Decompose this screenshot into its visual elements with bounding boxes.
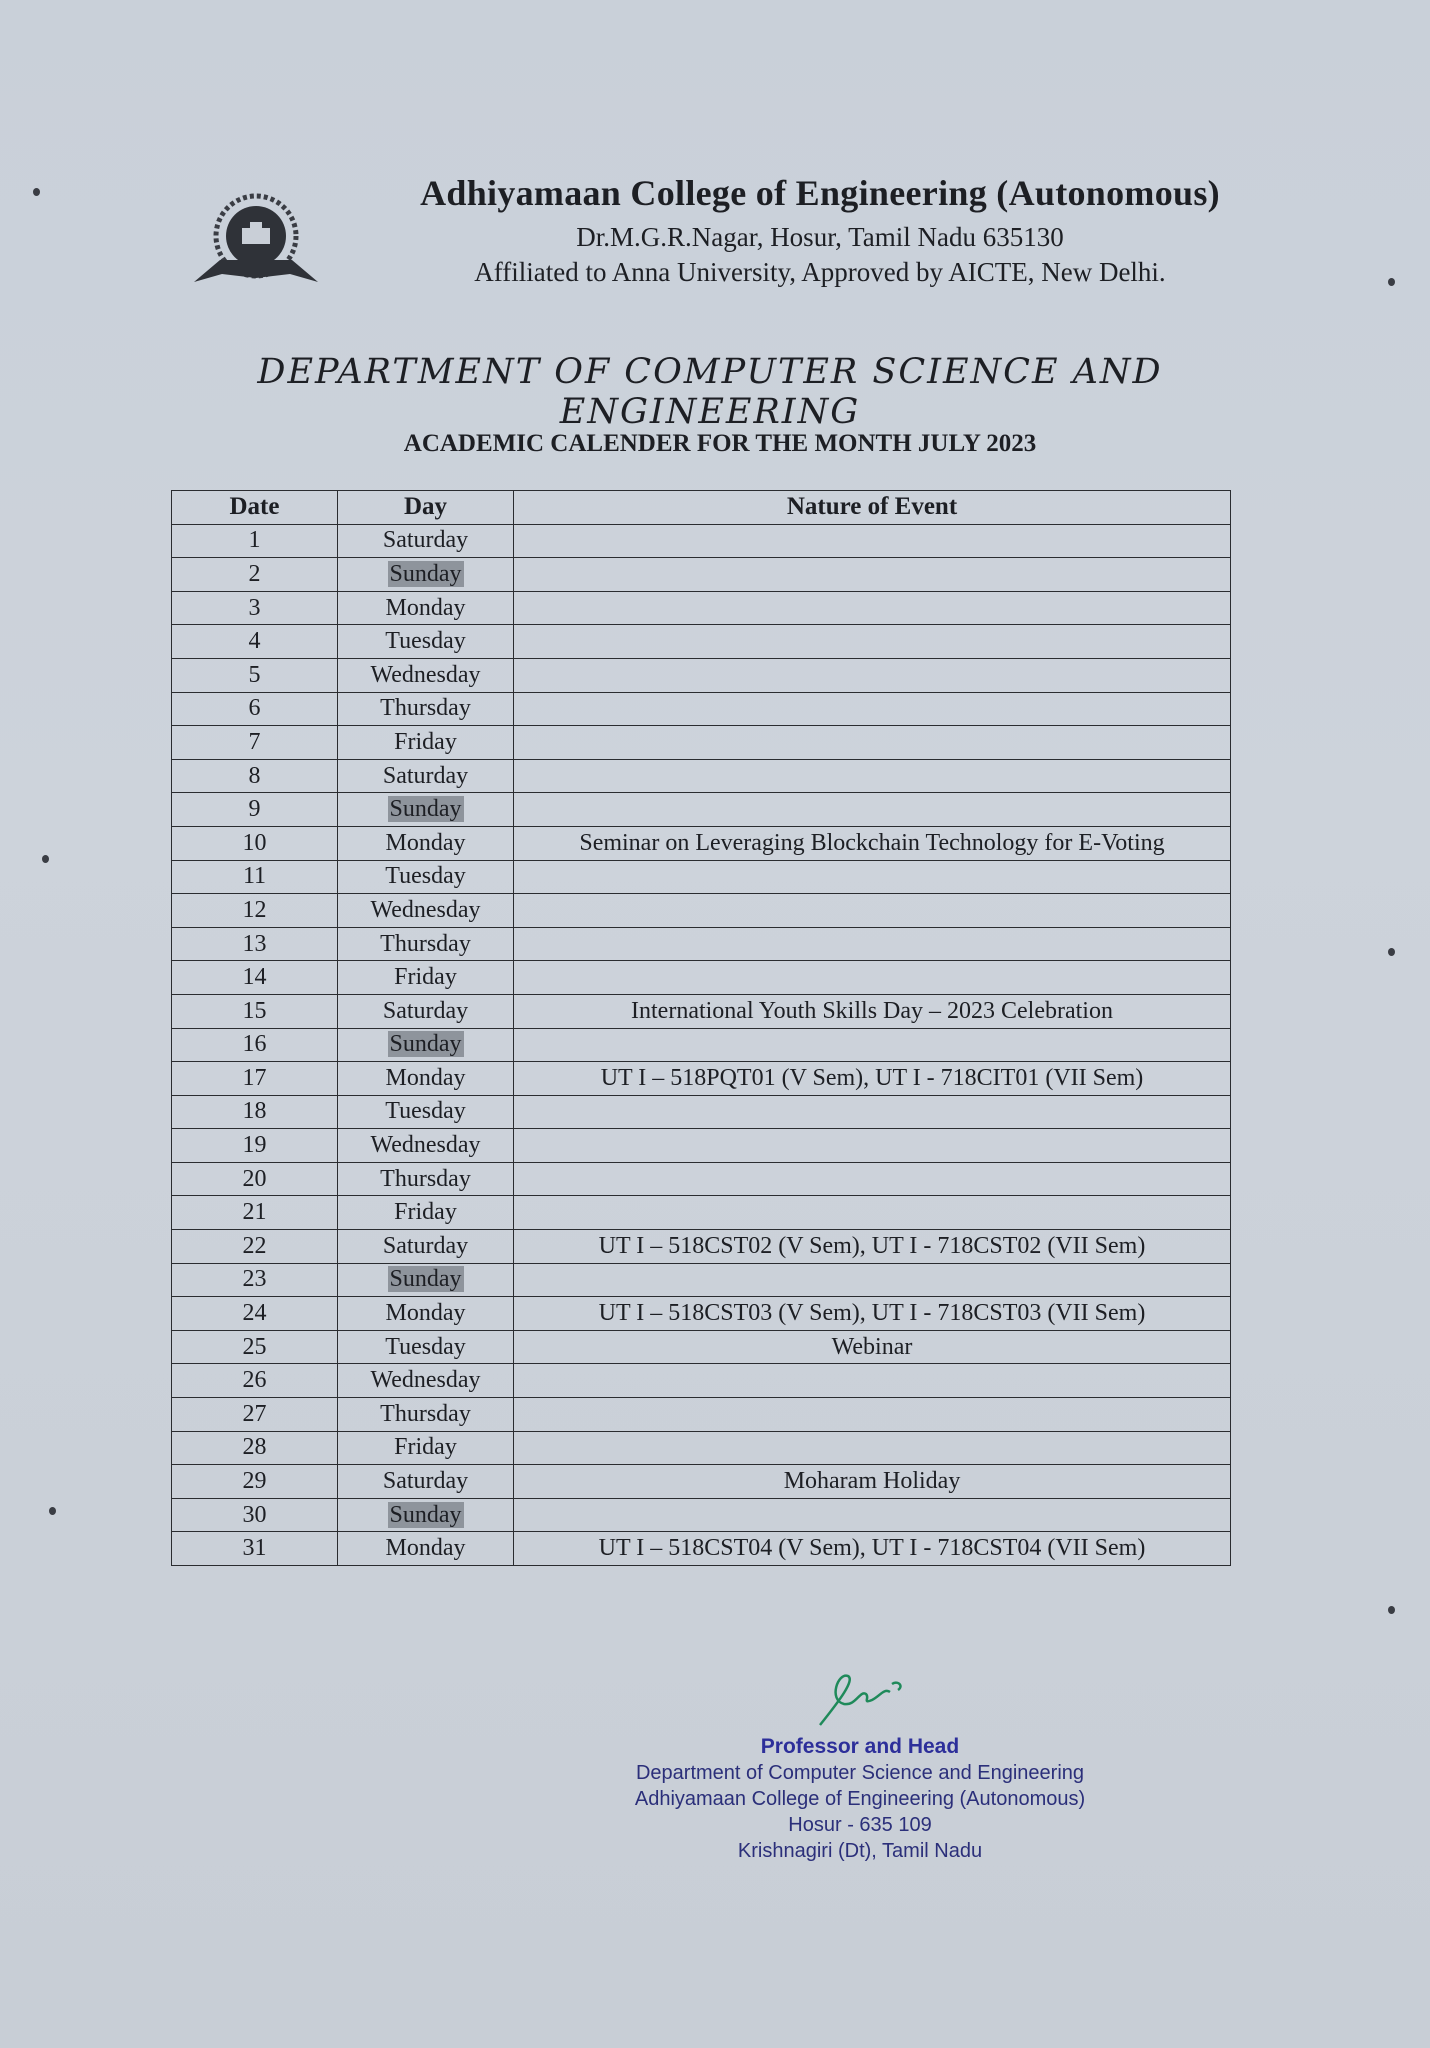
cell-date: 11	[172, 860, 338, 894]
college-affiliation: Affiliated to Anna University, Approved by AICTE, New Delhi.	[474, 257, 1166, 287]
cell-event	[514, 1398, 1231, 1432]
table-row	[172, 1263, 1231, 1297]
table-row	[172, 994, 1231, 1028]
cell-date: 19	[172, 1129, 338, 1163]
cell-event: UT I – 518CST02 (V Sem), UT I - 718CST02 (VII Sem)	[514, 1230, 1231, 1264]
department-title: DEPARTMENT OF COMPUTER SCIENCE AND ENGINEERING	[257, 352, 1163, 432]
cell-event	[514, 1196, 1231, 1230]
cell-date: 22	[172, 1230, 338, 1264]
cell-event: International Youth Skills Day – 2023 Celebration	[514, 994, 1231, 1028]
table-row	[172, 1364, 1231, 1398]
day-label: Sunday	[389, 1266, 462, 1293]
college-address: Dr.M.G.R.Nagar, Hosur, Tamil Nadu 635130	[576, 222, 1064, 252]
cell-day	[338, 759, 514, 793]
cell-event	[514, 961, 1231, 995]
day-label: Thursday	[380, 1165, 471, 1192]
table-row	[172, 591, 1231, 625]
table-row	[172, 625, 1231, 659]
punch-hole-dot	[33, 188, 40, 196]
cell-event	[514, 558, 1231, 592]
day-label: Friday	[394, 1434, 457, 1461]
signature-title: Professor and Head	[760, 1735, 960, 1758]
cell-date: 21	[172, 1196, 338, 1230]
table-row	[172, 1498, 1231, 1532]
day-label: Tuesday	[385, 863, 466, 890]
day-label: Tuesday	[385, 628, 466, 655]
table-row	[172, 524, 1231, 558]
cell-date: 28	[172, 1431, 338, 1465]
cell-event	[514, 1162, 1231, 1196]
day-label: Wednesday	[370, 1367, 481, 1394]
cell-date: 12	[172, 894, 338, 928]
cell-date: 20	[172, 1162, 338, 1196]
cell-event: UT I – 518CST03 (V Sem), UT I - 718CST03 (VII Sem)	[514, 1297, 1231, 1331]
cell-date: 10	[172, 826, 338, 860]
table-row	[172, 1062, 1231, 1096]
cell-day	[338, 1129, 514, 1163]
punch-hole-dot	[1388, 948, 1395, 956]
table-row	[172, 558, 1231, 592]
day-label: Sunday	[389, 1501, 462, 1528]
punch-hole-dot	[1388, 278, 1395, 286]
cell-date: 25	[172, 1330, 338, 1364]
cell-date: 2	[172, 558, 338, 592]
cell-day	[338, 1330, 514, 1364]
day-label: Monday	[385, 829, 466, 856]
table-row	[172, 692, 1231, 726]
cell-date: 7	[172, 726, 338, 760]
day-label: Wednesday	[370, 896, 481, 923]
table-row	[172, 658, 1231, 692]
table-row	[172, 927, 1231, 961]
cell-event	[514, 793, 1231, 827]
calendar-title: ACADEMIC CALENDER FOR THE MONTH JULY 2023	[403, 430, 1037, 457]
day-label: Thursday	[380, 695, 471, 722]
cell-day	[338, 1532, 514, 1566]
day-label: Monday	[385, 1535, 466, 1562]
cell-day	[338, 826, 514, 860]
cell-day	[338, 524, 514, 558]
cell-event: Moharam Holiday	[514, 1465, 1231, 1499]
cell-day	[338, 927, 514, 961]
cell-day	[338, 658, 514, 692]
cell-day	[338, 860, 514, 894]
cell-event	[514, 860, 1231, 894]
cell-event	[514, 1364, 1231, 1398]
day-label: Sunday	[389, 560, 462, 587]
table-row	[172, 894, 1231, 928]
day-label: Thursday	[380, 1400, 471, 1427]
college-header	[400, 172, 1240, 288]
day-label: Monday	[385, 1064, 466, 1091]
table-row	[172, 1230, 1231, 1264]
table-row	[172, 726, 1231, 760]
day-label: Thursday	[380, 930, 471, 957]
day-label: Friday	[394, 1199, 457, 1226]
day-label: Wednesday	[370, 1132, 481, 1159]
table-row	[172, 1162, 1231, 1196]
cell-date: 31	[172, 1532, 338, 1566]
cell-day	[338, 591, 514, 625]
cell-day	[338, 1062, 514, 1096]
cell-event	[514, 927, 1231, 961]
table-row	[172, 1297, 1231, 1331]
cell-event	[514, 1095, 1231, 1129]
cell-date: 16	[172, 1028, 338, 1062]
cell-date: 26	[172, 1364, 338, 1398]
cell-date: 8	[172, 759, 338, 793]
cell-date: 15	[172, 994, 338, 1028]
cell-event	[514, 1028, 1231, 1062]
cell-day	[338, 994, 514, 1028]
cell-event	[514, 894, 1231, 928]
signature-city: Hosur - 635 109	[788, 1814, 932, 1836]
cell-date: 30	[172, 1498, 338, 1532]
punch-hole-dot	[49, 1507, 56, 1515]
table-row	[172, 1398, 1231, 1432]
day-label: Sunday	[389, 1031, 462, 1058]
day-label: Sunday	[389, 796, 462, 823]
cell-date: 23	[172, 1263, 338, 1297]
table-row	[172, 1028, 1231, 1062]
college-logo	[190, 190, 322, 295]
cell-event	[514, 1263, 1231, 1297]
table-row	[172, 961, 1231, 995]
signature-department: Department of Computer Science and Engineering	[635, 1762, 1085, 1784]
day-label: Saturday	[382, 527, 469, 554]
cell-event: Seminar on Leveraging Blockchain Technology for E-Voting	[514, 826, 1231, 860]
college-name: Adhiyamaan College of Engineering (Autonomous)	[420, 173, 1220, 213]
table-row	[172, 1095, 1231, 1129]
punch-hole-dot	[1388, 1606, 1395, 1614]
day-label: Monday	[385, 594, 466, 621]
cell-event	[514, 1129, 1231, 1163]
cell-day	[338, 1364, 514, 1398]
table-row	[172, 1196, 1231, 1230]
day-label: Saturday	[382, 997, 469, 1024]
cell-date: 9	[172, 793, 338, 827]
cell-event	[514, 726, 1231, 760]
cell-day	[338, 1297, 514, 1331]
cell-event	[514, 524, 1231, 558]
table-row	[172, 1532, 1231, 1566]
cell-day	[338, 1498, 514, 1532]
cell-day	[338, 793, 514, 827]
cell-day	[338, 558, 514, 592]
cell-event: Webinar	[514, 1330, 1231, 1364]
day-label: Friday	[394, 964, 457, 991]
table-row	[172, 793, 1231, 827]
table-row	[172, 1129, 1231, 1163]
day-label: Tuesday	[385, 1333, 466, 1360]
cell-date: 1	[172, 524, 338, 558]
table-row	[172, 1465, 1231, 1499]
signature-mark	[800, 1670, 920, 1730]
table-row	[172, 759, 1231, 793]
cell-event	[514, 591, 1231, 625]
cell-date: 18	[172, 1095, 338, 1129]
cell-day	[338, 1095, 514, 1129]
punch-hole-dot	[42, 855, 49, 863]
day-label: Wednesday	[370, 661, 481, 688]
cell-date: 17	[172, 1062, 338, 1096]
cell-event	[514, 658, 1231, 692]
column-header-event: Nature of Event	[514, 491, 1231, 525]
table-row	[172, 860, 1231, 894]
cell-event: UT I – 518CST04 (V Sem), UT I - 718CST04 (VII Sem)	[514, 1532, 1231, 1566]
cell-date: 3	[172, 591, 338, 625]
cell-date: 29	[172, 1465, 338, 1499]
signature-block	[600, 1670, 1120, 1863]
day-label: Monday	[385, 1300, 466, 1327]
cell-date: 5	[172, 658, 338, 692]
calendar-table	[171, 490, 1231, 1566]
cell-date: 14	[172, 961, 338, 995]
cell-day	[338, 1196, 514, 1230]
cell-day	[338, 1230, 514, 1264]
cell-day	[338, 1398, 514, 1432]
cell-date: 24	[172, 1297, 338, 1331]
cell-event	[514, 759, 1231, 793]
cell-day	[338, 1162, 514, 1196]
table-row	[172, 1330, 1231, 1364]
column-header-day: Day	[338, 491, 514, 525]
table-row	[172, 826, 1231, 860]
day-label: Saturday	[382, 762, 469, 789]
cell-event	[514, 625, 1231, 659]
cell-day	[338, 726, 514, 760]
cell-date: 27	[172, 1398, 338, 1432]
cell-date: 6	[172, 692, 338, 726]
cell-day	[338, 961, 514, 995]
cell-day	[338, 625, 514, 659]
table-header-row	[172, 491, 1231, 525]
day-label: Friday	[394, 728, 457, 755]
day-label: Tuesday	[385, 1098, 466, 1125]
cell-date: 4	[172, 625, 338, 659]
cell-date: 13	[172, 927, 338, 961]
signature-district: Krishnagiri (Dt), Tamil Nadu	[737, 1840, 983, 1862]
cell-event: UT I – 518PQT01 (V Sem), UT I - 718CIT01 (VII Sem)	[514, 1062, 1231, 1096]
cell-day	[338, 894, 514, 928]
cell-event	[514, 1498, 1231, 1532]
cell-day	[338, 1263, 514, 1297]
day-label: Saturday	[382, 1232, 469, 1259]
cell-event	[514, 1431, 1231, 1465]
table-row	[172, 1431, 1231, 1465]
cell-event	[514, 692, 1231, 726]
column-header-date: Date	[172, 491, 338, 525]
signature-college: Adhiyamaan College of Engineering (Autonomous)	[634, 1788, 1086, 1810]
cell-day	[338, 692, 514, 726]
cell-day	[338, 1028, 514, 1062]
cell-day	[338, 1431, 514, 1465]
cell-day	[338, 1465, 514, 1499]
day-label: Saturday	[382, 1468, 469, 1495]
